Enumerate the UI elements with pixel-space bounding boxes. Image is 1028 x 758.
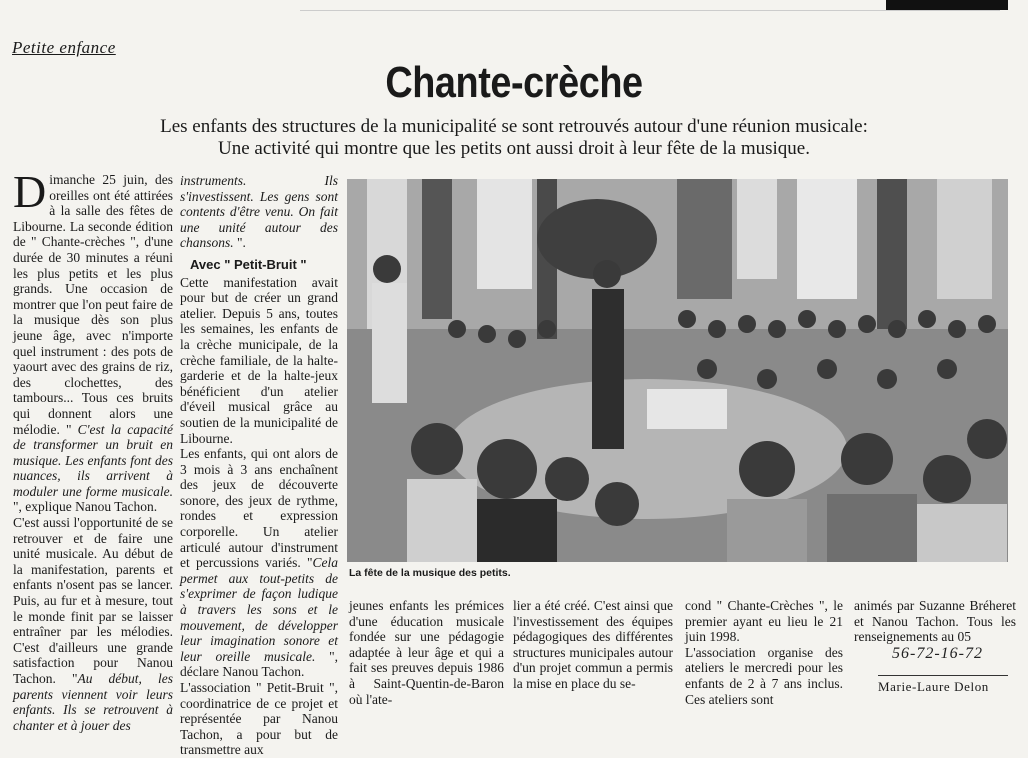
quote-italic: C'est la capacité de transformer un bruit en musique. Les enfants font des nuances, ils arrivent à moduler une forme musicale. (13, 421, 173, 499)
paragraph (180, 446, 338, 680)
paragraph (13, 515, 173, 733)
paragraph: lier a été créé. C'est ainsi que l'investissement des équipes pédagogiques des différentes structures municipales autour d'un projet commun a permis la mise en place du se- (513, 598, 673, 691)
text-run: Les enfants, qui ont alors de 3 mois à 3 ans enchaînent des jeux de découverte sonore, des jeux de rythme, rondes et expression corporelle. Un atelier articulé autour d'instrument et percussions variés. " (180, 446, 338, 571)
headline: Chante-crèche (385, 58, 643, 107)
article-photo (347, 179, 1008, 562)
handwritten-phone-number: 56-72-16-72 (892, 645, 983, 662)
text-run: C'est aussi l'opportunité de se retrouver et de faire une unité musicale. Au début de la manifestation, parents et enfants n'osent pas se lancer. Puis, au fur et à mesure, tout le monde finit par se laisser entraîner par les mélodies. C'est d'ailleurs une grande satisfaction pour Nanou Tachon. " (13, 515, 173, 686)
paragraph: jeunes enfants les prémices d'une éducation musicale fondée sur une pédagogie adaptée à leur âge et qui a fait ses preuves depuis 1986 à Saint-Quentin-de-Baron où l'ate- (349, 598, 504, 707)
article-column-3 (349, 598, 504, 707)
paragraph (180, 173, 338, 251)
photo-caption: La fête de la musique des petits. (349, 567, 511, 579)
paragraph: cond " Chante-Crèches ", le premier ayant eu lieu le 21 juin 1998. (685, 598, 843, 645)
text-run: ", explique Nanou Tachon. (13, 499, 158, 515)
paragraph (13, 166, 173, 515)
paragraph: Cette manifestation avait pour but de créer un grand atelier. Depuis 5 ans, toutes les semaines, les enfants de la crèche municipale, de la crèche familiale, de la halte-garderie et de la halte-jeux bénéficient d'un atelier d'éveil musical grâce au soutien de la municipalité de Libourne. (180, 274, 338, 446)
paragraph: animés par Suzanne Bréheret et Nanou Tachon. Tous les renseignements au 05 (854, 598, 1016, 645)
drop-cap: D (13, 166, 47, 217)
text-run: ", déclare Nanou Tachon. (180, 648, 338, 680)
author-byline: Marie-Laure Delon (878, 675, 1008, 695)
paragraph: L'association " Petit-Bruit ", coordinatrice de ce projet et représentée par Nanou Tachon, a pour but de transmettre aux (180, 680, 338, 758)
article-column-4 (513, 598, 673, 692)
section-rubric: Petite enfance (12, 38, 116, 57)
article-column-1 (13, 166, 173, 733)
quote-italic: instruments. Ils s'investissent. Les gens sont contents d'être venu. On fait une unité autour des chansons. (180, 173, 338, 251)
subhead-line-2: Une activité qui montre que les petits ont aussi droit à leur fête de la musique. (217, 138, 810, 159)
paragraph: L'association organise des ateliers le mercredi pour les enfants de 2 à 7 ans inclus. Ces ateliers sont (685, 644, 843, 707)
subhead-line-1: Les enfants des structures de la municipalité se sont retrouvés autour d'une réunion musicale: (160, 116, 868, 137)
quote-italic: Cela permet aux tout-petits de s'exprimer de façon ludique à travers les sons et le mouvement, de développer leur imagination sonore et leur oreille musicale. (180, 555, 338, 664)
article-column-2 (180, 173, 338, 758)
top-black-bar (886, 0, 1008, 10)
article-column-6 (854, 598, 1016, 645)
article-column-5 (685, 598, 843, 707)
top-rule (300, 10, 1000, 11)
quote-italic: Au début, les parents viennent voir leurs enfants. Ils se retrouvent à chanter et à jouer des (13, 671, 173, 733)
subsection-title: Avec " Petit-Bruit " (190, 256, 307, 272)
text-run: imanche 25 juin, des oreilles ont été attirées à la salle des fêtes de Libourne. La seconde édition de " Chante-crèches ", d'une durée de 30 minutes a réuni les plus petits et les plus grands. Une occasion de montrer que l'on peut faire de la musique dès son plus jeune âge, avec n'importe quel instrument : des pots de yaourt avec des grains de riz, des clochettes, des tambours... Tous ces bruits qui donnent alors une mélodie. " (13, 172, 173, 437)
text-run: ". (233, 235, 246, 251)
subheadline (0, 116, 1028, 160)
photo-illustration (347, 179, 1008, 562)
